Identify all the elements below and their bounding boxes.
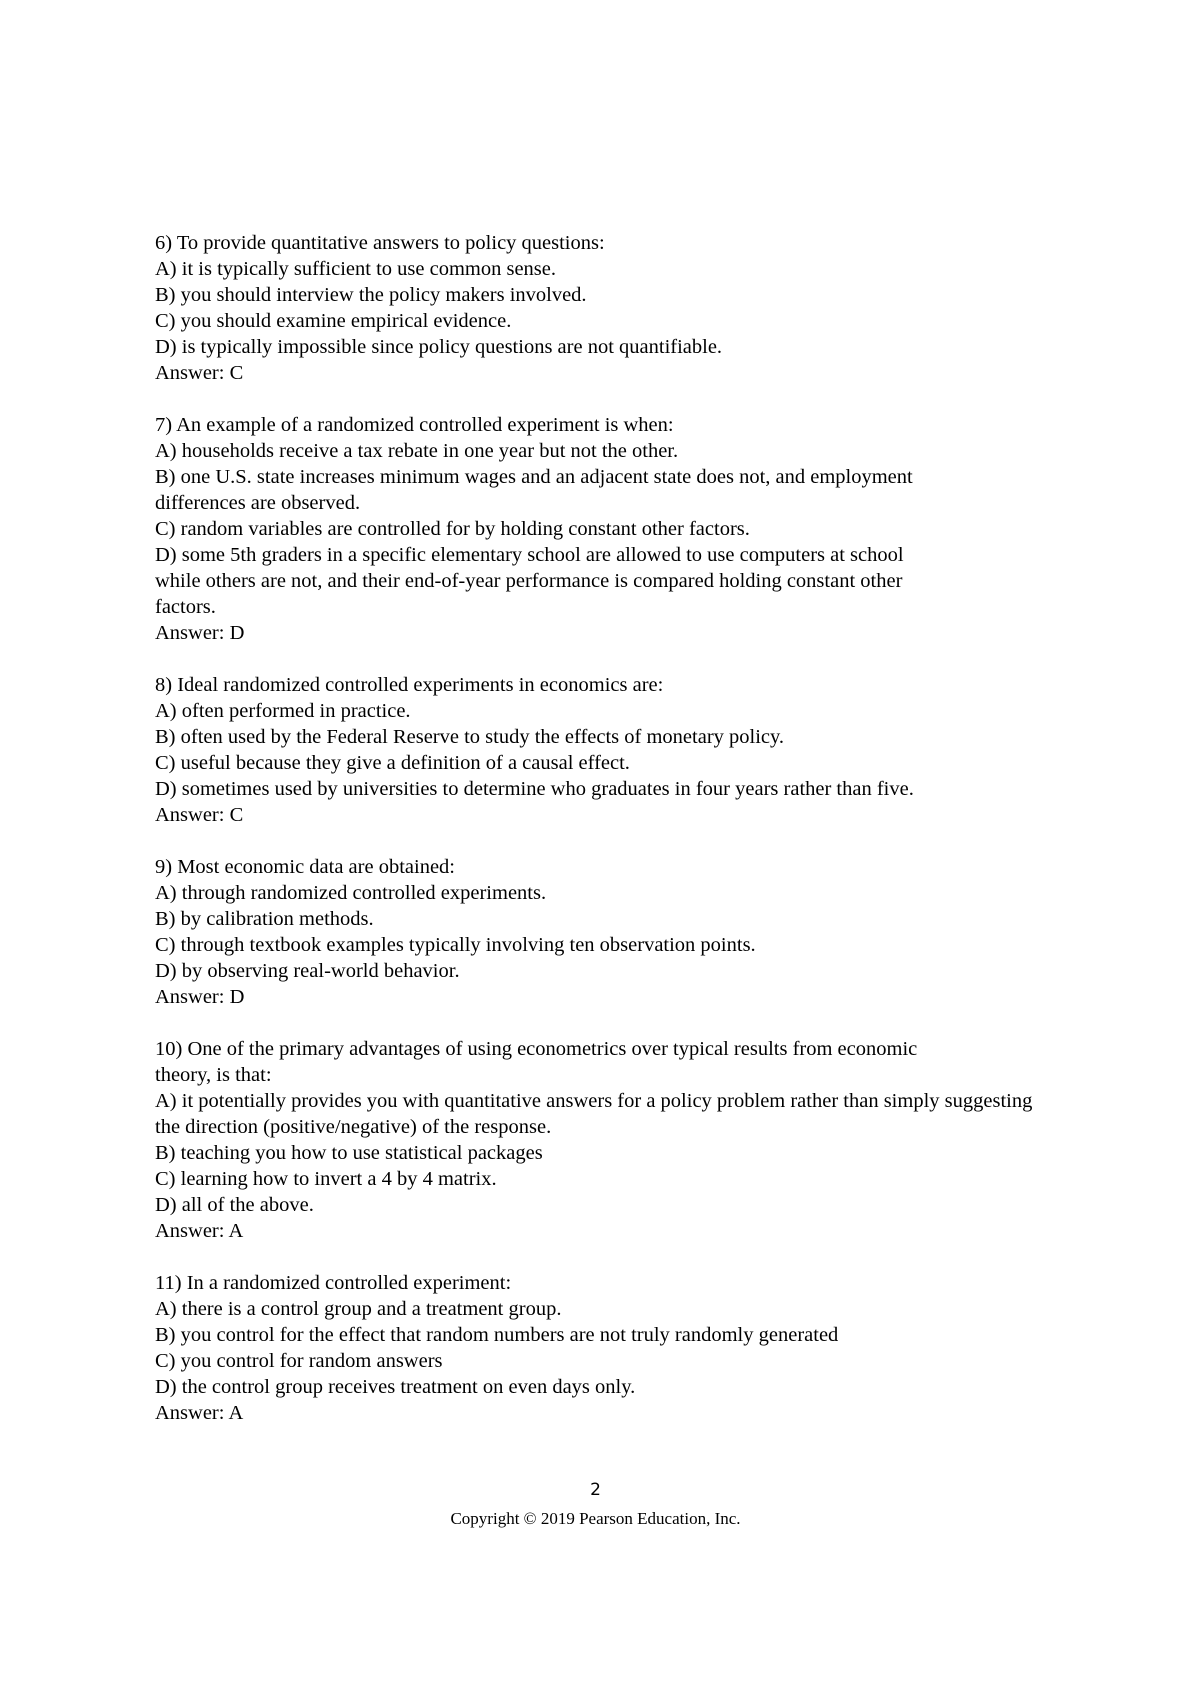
question-11 <box>155 1270 1055 1426</box>
question-9 <box>155 854 1055 1010</box>
option-a: A) through randomized controlled experiments. <box>155 882 547 904</box>
question-stem: 6) To provide quantitative answers to policy questions: <box>155 232 605 254</box>
question-list <box>155 230 1055 1452</box>
option-b: B) by calibration methods. <box>155 908 374 930</box>
question-stem: 11) In a randomized controlled experiment: <box>155 1272 512 1294</box>
page-number: 2 <box>590 1480 601 1500</box>
question-7 <box>155 412 1055 646</box>
answer: Answer: A <box>155 1402 244 1424</box>
question-8 <box>155 672 1055 828</box>
question-stem: 10) One of the primary advantages of using econometrics over typical results from economic theory, is that: <box>155 1038 918 1086</box>
copyright-notice: Copyright © 2019 Pearson Education, Inc. <box>450 1509 741 1528</box>
question-6 <box>155 230 1055 386</box>
answer: Answer: C <box>155 804 244 826</box>
option-b: B) you should interview the policy makers involved. <box>155 284 587 306</box>
option-a: A) often performed in practice. <box>155 700 411 722</box>
option-d: D) the control group receives treatment on even days only. <box>155 1376 636 1398</box>
question-stem: 7) An example of a randomized controlled experiment is when: <box>155 414 674 436</box>
answer: Answer: A <box>155 1220 244 1242</box>
question-stem: 8) Ideal randomized controlled experiments in economics are: <box>155 674 664 696</box>
option-b: B) one U.S. state increases minimum wages and an adjacent state does not, and employment differences are observed. <box>155 466 913 514</box>
option-b: B) you control for the effect that random numbers are not truly randomly generated <box>155 1324 839 1346</box>
option-d: D) is typically impossible since policy questions are not quantifiable. <box>155 336 723 358</box>
option-a: A) it potentially provides you with quantitative answers for a policy problem rather than simply suggesting the direction (positive/negative) of the response. <box>155 1090 1033 1138</box>
option-c: C) through textbook examples typically involving ten observation points. <box>155 934 756 956</box>
option-d: D) sometimes used by universities to determine who graduates in four years rather than five. <box>155 778 914 800</box>
option-c: C) you control for random answers <box>155 1350 443 1372</box>
question-10 <box>155 1036 1055 1244</box>
option-d: D) all of the above. <box>155 1194 314 1216</box>
option-d: D) by observing real-world behavior. <box>155 960 460 982</box>
option-c: C) learning how to invert a 4 by 4 matrix. <box>155 1168 497 1190</box>
option-d: D) some 5th graders in a specific elementary school are allowed to use computers at school while others are not, and their end-of-year performance is compared holding constant other factors. <box>155 544 904 618</box>
option-c: C) random variables are controlled for by holding constant other factors. <box>155 518 750 540</box>
answer: Answer: D <box>155 986 245 1008</box>
option-a: A) households receive a tax rebate in one year but not the other. <box>155 440 679 462</box>
option-a: A) there is a control group and a treatment group. <box>155 1298 562 1320</box>
option-b: B) teaching you how to use statistical packages <box>155 1142 543 1164</box>
answer: Answer: C <box>155 362 244 384</box>
option-c: C) useful because they give a definition of a causal effect. <box>155 752 630 774</box>
question-stem: 9) Most economic data are obtained: <box>155 856 455 878</box>
answer: Answer: D <box>155 622 245 644</box>
option-b: B) often used by the Federal Reserve to study the effects of monetary policy. <box>155 726 785 748</box>
option-a: A) it is typically sufficient to use common sense. <box>155 258 557 280</box>
option-c: C) you should examine empirical evidence. <box>155 310 512 332</box>
